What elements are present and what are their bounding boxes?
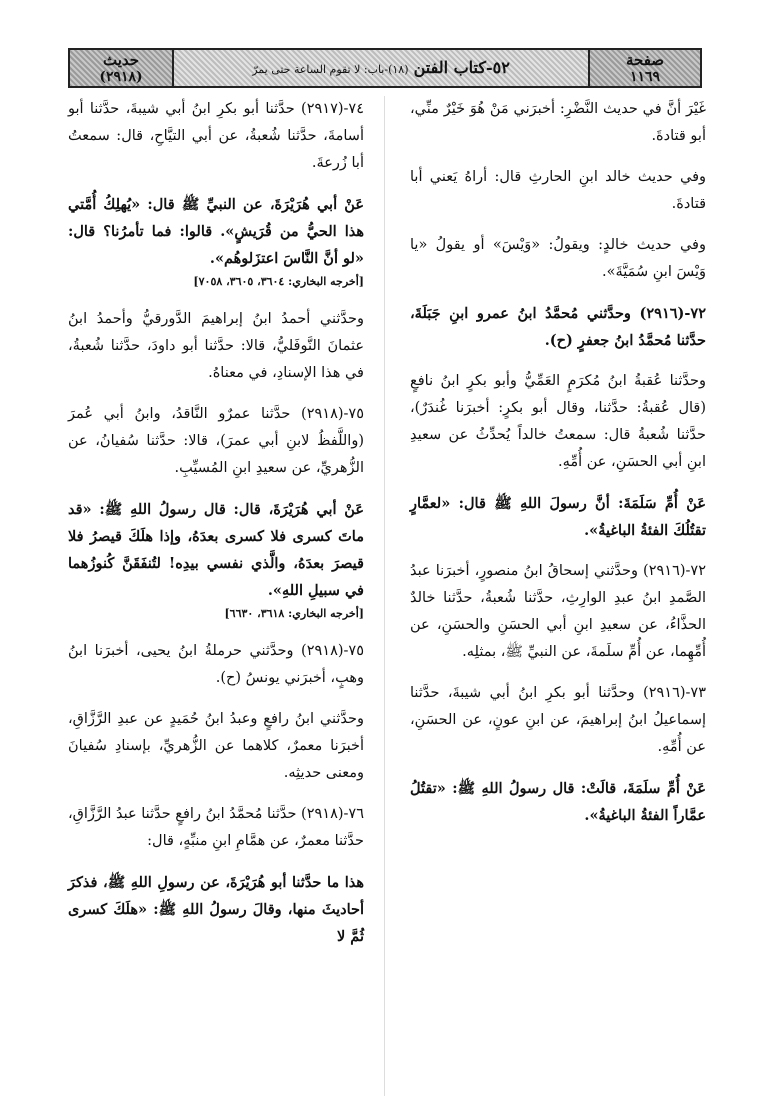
chapter-title: (١٨)-باب: لا تقوم الساعة حتى يمرّ: [252, 63, 409, 76]
paragraph: غَيْرَ أنَّ في حديث النَّضْرِ: أخبرَني مَنْ هُوَ خَيْرٌ منِّي، أبو قتادةَ.: [410, 101, 706, 144]
paragraph: وحدَّثني أحمدُ ابنُ إبراهيمَ الدَّورقيُّ وأحمدُ ابنُ عثمانَ النَّوفَليُّ، قالا: حدَّثنا أبو داودَ، حدَّثنا شُعبةُ، في هذا الإسنادِ، في معناهُ.: [68, 311, 364, 381]
hadith-number: (٢٩١٨): [99, 69, 143, 85]
page-number: ١١٦٩: [629, 69, 661, 85]
reference: [أخرجه البخاري: ٣٦٠٤، ٣٦٠٥، ٧٠٥٨]: [193, 275, 364, 288]
hadith-chain: ٧٦-(٢٩١٨) حدَّثنا مُحمَّدُ ابنُ رافعٍ حدَّثنا عبدُ الرَّزَّاقِ، حدَّثنا معمرٌ، عن همَّامِ ابنِ منبِّهٍ، قال:: [68, 806, 364, 849]
hadith-chain: ٧٥-(٢٩١٨) وحدَّثني حرملةُ ابنُ يحيى، أخبرَنا ابنُ وهبٍ، أخبرَني يونسُ (ح).: [68, 643, 364, 686]
hadith-text: هذا ما حدَّثنا أبو هُرَيْرَةَ، عن رسولِ اللهِ ﷺ، فذكرَ أحاديثَ منها، وقالَ رسولُ اللهِ ﷺ: «هلَكَ كسرى ثُمَّ لا: [68, 874, 364, 945]
paragraph: وفي حديث خالدٍ: ويقولُ: «وَيْسَ» أو يقولُ «يا وَيْسَ ابنِ سُمَيَّةَ».: [410, 237, 706, 280]
hadith-text: عَنْ أبي هُرَيْرَةَ، عن النبيِّ ﷺ قال: «يُهلِكُ أُمَّتي هذا الحيُّ من قُرَيشٍ». قالوا: فما تأمرُنا؟ قال: «لو أنَّ النَّاسَ اعتزَلوهُم».: [68, 196, 364, 267]
reference: [أخرجه البخاري: ٣٦١٨، ٦٦٣٠]: [224, 607, 364, 620]
hadith-text: عَنْ أبي هُرَيْرَةَ، قال: قال رسولُ اللهِ ﷺ: «قد ماتَ كسرى فلا كسرى بعدَهُ، وإذا هلَكَ قيصرُ فلا قيصرَ بعدَهُ، والَّذي نفسي بيدِه! لتُنفَقَنَّ كُنوزُهما في سبيلِ اللهِ».: [68, 501, 364, 599]
header-title: [174, 50, 588, 86]
page-header: [68, 48, 702, 88]
hadith-chain: ٧٢-(٢٩١٦) وحدَّثني مُحمَّدُ ابنُ عمرو ابنِ جَبَلَةَ، حدَّثنا مُحمَّدُ ابنُ جعفرٍ (ح).: [410, 305, 706, 349]
column-divider: [384, 96, 385, 1096]
hadith-chain: ٧٤-(٢٩١٧) حدَّثنا أبو بكرِ ابنُ أبي شيبةَ، حدَّثنا أبو أسامةَ، حدَّثنا شُعبةُ، عن أبي التيَّاحِ، قال: سمعتُ أبا زُرعةَ.: [68, 101, 364, 171]
left-column: [68, 96, 364, 950]
hadith-label: حديث: [102, 51, 140, 69]
paragraph: وحدَّثني ابنُ رافعٍ وعبدُ ابنُ حُمَيدٍ عن عبدِ الرَّزَّاقِ، أخبرَنا معمرٌ، كلاهما عن الزُّهريِّ، بإسنادِ سُفيانَ ومعنى حديثِه.: [68, 711, 364, 781]
hadith-number-box: [70, 50, 174, 86]
book-title: ٥٢-كتاب الفتن: [413, 58, 510, 77]
hadith-chain: ٧٢-(٢٩١٦) وحدَّثني إسحاقُ ابنُ منصورٍ، أخبرَنا عبدُ الصَّمدِ ابنُ عبدِ الوارِثِ، حدَّثنا شُعبةُ، حدَّثنا خالدٌ الحذَّاءُ، عن سعيدِ ابنِ أبي الحسَنِ والحسَنِ، عن أُمِّهِما، عن أُمِّ سلَمةَ، عن النبيِّ ﷺ، بمثلِه.: [410, 563, 706, 660]
paragraph: وفي حديث خالد ابنِ الحارثِ قال: أراهُ يَعني أبا قتادةَ.: [410, 169, 706, 212]
paragraph: وحدَّثنا عُقبةُ ابنُ مُكرَمٍ العَمِّيُّ وأبو بكرٍ ابنُ نافعٍ (قال عُقبةُ: حدَّثنا، وقال أبو بكرٍ: أخبرَنا غُندَرٌ)، حدَّثنا شُعبةُ قال: سمعتُ خالداً يُحدِّثُ عن سعيدِ ابنِ أبي الحسَنِ، عن أُمِّهِ.: [410, 373, 706, 470]
page-label: صفحة: [625, 51, 665, 69]
hadith-chain: ٧٥-(٢٩١٨) حدَّثنا عمرٌو النَّاقدُ، وابنُ أبي عُمرَ (واللَّفظُ لابنِ أبي عمرَ)، قالا: حدَّثنا سُفيانُ، عن الزُّهريِّ، عن سعيدِ ابنِ المُسيِّبِ.: [68, 406, 364, 476]
hadith-text: عَنْ أُمِّ سلَمَةَ، قالَتْ: قال رسولُ اللهِ ﷺ: «تقتُلُ عمَّاراً الفئةُ الباغيةُ».: [410, 780, 706, 824]
page-number-box: [588, 50, 700, 86]
hadith-text: عَنْ أُمِّ سَلَمَةَ: أنَّ رسولَ اللهِ ﷺ قال: «لعمَّارٍ تقتُلُكَ الفئةُ الباغيةُ».: [410, 495, 706, 539]
right-column: [410, 96, 706, 829]
hadith-chain: ٧٣-(٢٩١٦) وحدَّثنا أبو بكرِ ابنُ أبي شيبةَ، حدَّثنا إسماعيلُ ابنُ إبراهيمَ، عن ابنِ عونٍ، عن الحسَنِ، عن أُمِّهِ.: [410, 685, 706, 755]
